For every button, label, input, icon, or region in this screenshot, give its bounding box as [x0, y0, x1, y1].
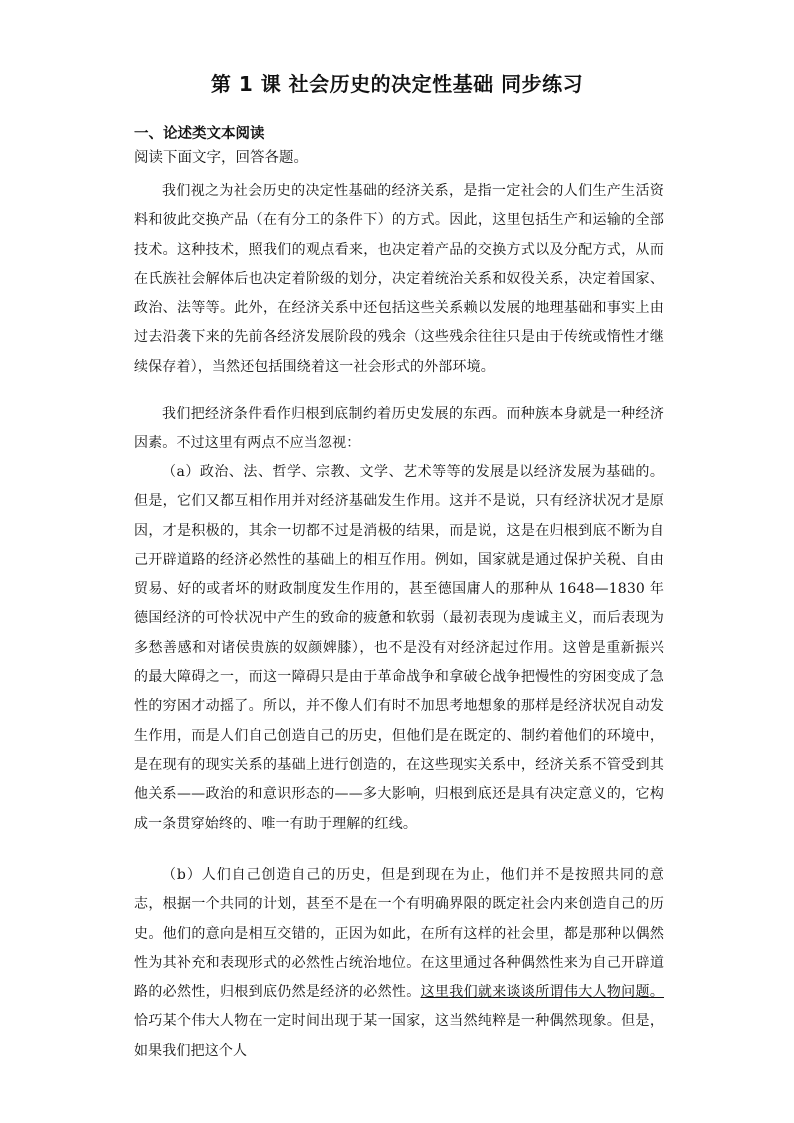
paragraph-4	[134, 861, 664, 1066]
paragraph-3: （a）政治、法、哲学、宗教、文学、艺术等等的发展是以经济发展为基础的。但是，它们又都互相作用并对经济基础发生作用。这并不是说，只有经济状况才是原因，才是积极的，其余一切都不过是消极的结果，而是说，这是在归根到底不断为自己开辟道路的经济必然性的基础上的相互作用。例如，国家就是通过保护关税、自由贸易、好的或者坏的财政制度发生作用的，甚至德国庸人的那种从 1648—1830 年德国经济的可怜状况中产生的致命的疲惫和软弱（最初表现为虔诚主义，而后表现为多愁善感和对诸侯贵族的奴颜婢膝），也不是没有对经济起过作用。这曾是重新振兴的最大障碍之一，而这一障碍只是由于革命战争和拿破仑战争把慢性的穷困变成了急性的穷困才动摇了。所以，并不像人们有时不加思考地想象的那样是经济状况自动发生作用，而是人们自己创造自己的历史，但他们是在既定的、制约着他们的环境中，是在现有的现实关系的基础上进行创造的，在这些现实关系中，经济关系不管受到其他关系——政治的和意识形态的——多大影响，归根到底还是具有决定意义的，它构成一条贯穿始终的、唯一有助于理解的红线。	[134, 464, 664, 832]
paragraph-2: 我们把经济条件看作归根到底制约着历史发展的东西。而种族本身就是一种经济因素。不过这里有两点不应当忽视：	[134, 406, 664, 452]
section-heading: 一、论述类文本阅读	[134, 126, 265, 142]
page-title: 第 1 课 社会历史的决定性基础 同步练习	[210, 72, 584, 96]
paragraph-1: 我们视之为社会历史的决定性基础的经济关系，是指一定社会的人们生产生活资料和彼此交换产品（在有分工的条件下）的方式。因此，这里包括生产和运输的全部技术。这种技术，照我们的观点看来，也决定着产品的交换方式以及分配方式，从而在氏族社会解体后也决定着阶级的划分，决定着统治关系和奴役关系，决定着国家、政治、法等等。此外，在经济关系中还包括这些关系赖以发展的地理基础和事实上由过去沿袭下来的先前各经济发展阶段的残余（这些残余往往只是由于传统或惰性才继续保存着），当然还包括围绕着这一社会形式的外部环境。	[134, 183, 664, 375]
underlined-sentence: 这里我们就来谈谈所谓伟大人物问题。	[420, 984, 664, 1001]
instruction-text: 阅读下面文字，回答各题。	[134, 150, 308, 166]
paragraph-4-continuation: 恰巧某个伟大人物在一定时间出现于某一国家，这当然纯粹是一种偶然现象。但是，如果我们把这个人	[134, 1013, 664, 1059]
paragraph-4-text: （b）人们自己创造自己的历史，但是到现在为止，他们并不是按照共同的意志，根据一个共同的计划，甚至不是在一个有明确界限的既定社会内来创造自己的历史。他们的意向是相互交错的，正因为如此，在所有这样的社会里，都是那种以偶然性为其补充和表现形式的必然性占统治地位。在这里通过各种偶然性来为自己开辟道路的必然性，归根到底仍然是经济的必然性。	[134, 867, 664, 1001]
